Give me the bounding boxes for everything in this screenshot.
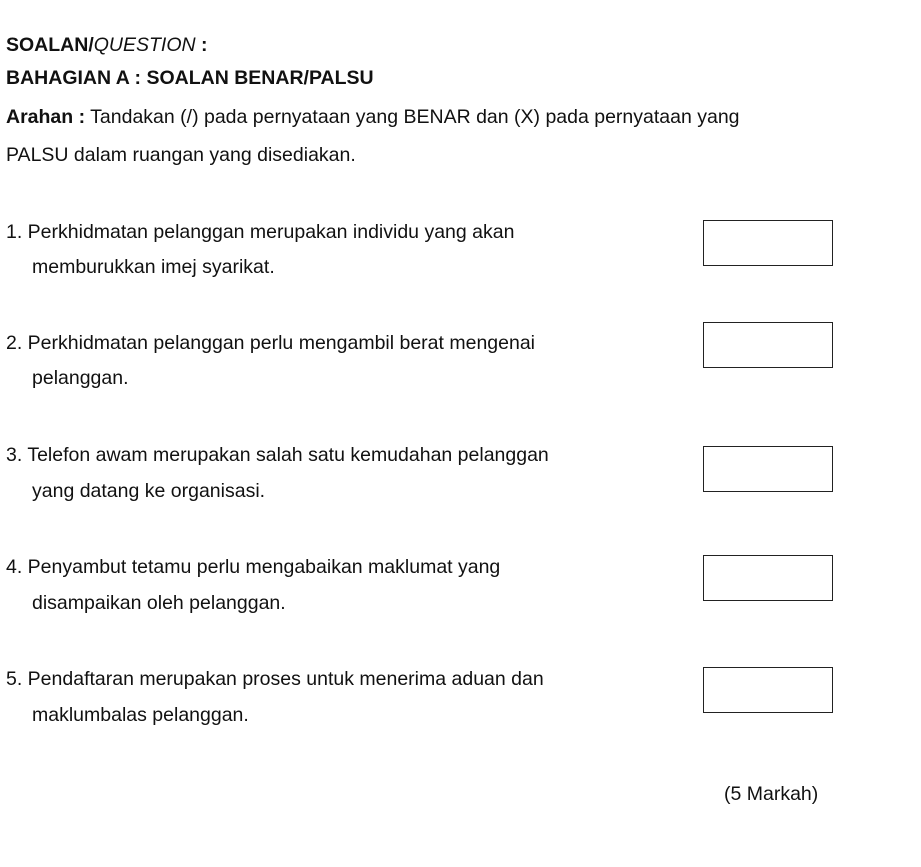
marks-label: (5 Markah) [724,783,819,805]
item-4-line-2: disampaikan oleh pelanggan. [32,592,286,614]
answer-box-4[interactable] [703,555,833,601]
item-3-line-2: yang datang ke organisasi. [32,480,266,502]
answer-box-3[interactable] [703,446,833,492]
item-5-line-1: 5. Pendaftaran merupakan proses untuk menerima aduan dan [6,668,544,690]
section-title: BAHAGIAN A : SOALAN BENAR/PALSU [6,67,374,89]
item-1-line-1: 1. Perkhidmatan pelanggan merupakan individu yang akan [6,221,515,243]
item-4-line-1: 4. Penyambut tetamu perlu mengabaikan maklumat yang [6,556,501,578]
heading-soalan: SOALAN/ [6,34,94,56]
item-5-line-2: maklumbalas pelanggan. [32,704,249,726]
answer-box-5[interactable] [703,667,833,713]
heading-colon: : [195,34,208,56]
answer-box-1[interactable] [703,220,833,266]
instruction-line-1 [6,105,740,129]
instruction-text: Tandakan (/) pada pernyataan yang BENAR dan (X) pada pernyataan yang [85,106,740,128]
item-2-line-2: pelanggan. [32,367,129,389]
item-1-line-2: memburukkan imej syarikat. [32,256,275,278]
heading [6,33,208,57]
item-3-line-1: 3. Telefon awam merupakan salah satu kemudahan pelanggan [6,444,549,466]
instruction-label: Arahan : [6,106,86,128]
answer-box-2[interactable] [703,322,833,368]
item-2-line-1: 2. Perkhidmatan pelanggan perlu mengambil berat mengenai [6,332,536,354]
heading-question: QUESTION [93,34,196,56]
instruction-line-2: PALSU dalam ruangan yang disediakan. [6,144,356,166]
